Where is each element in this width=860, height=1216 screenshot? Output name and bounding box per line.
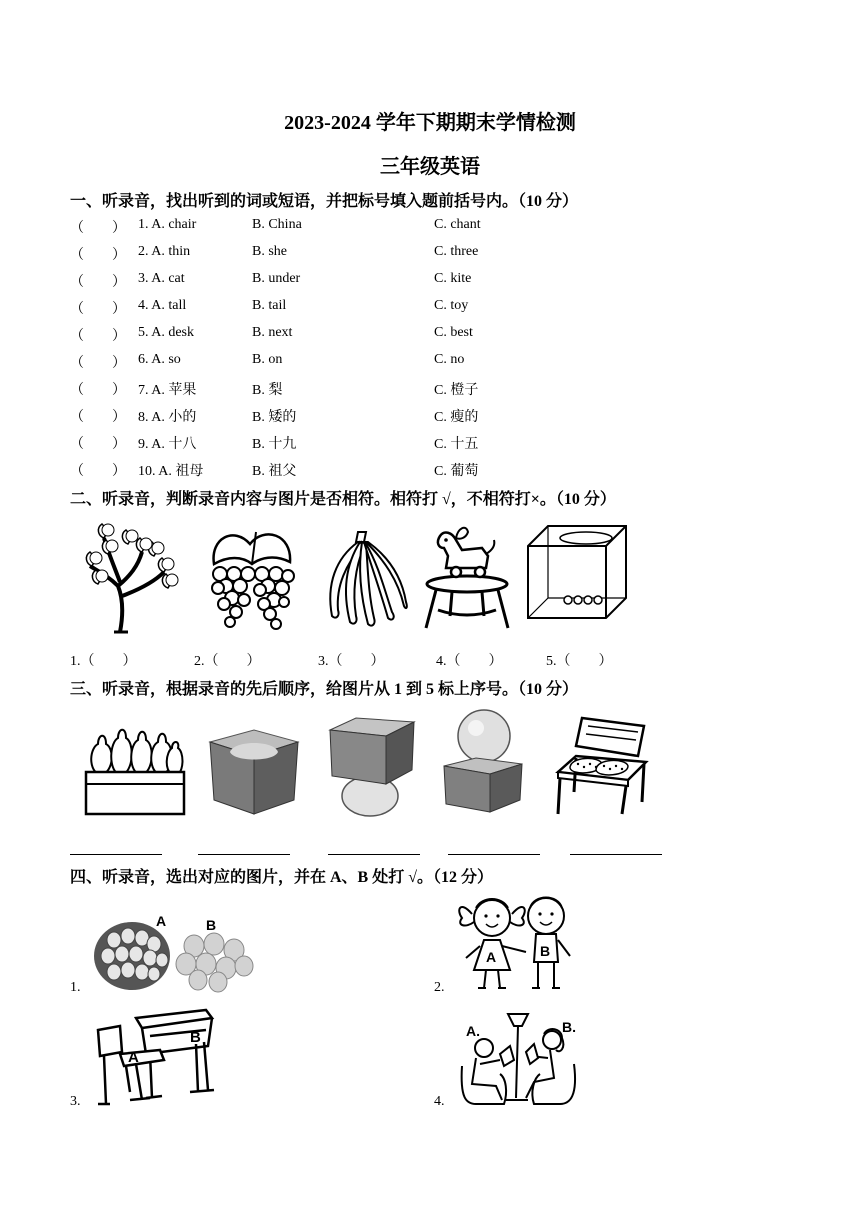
- order-blank-3[interactable]: [328, 853, 420, 855]
- question-3-option-b: B. under: [252, 271, 301, 286]
- question-5-option-b: B. next: [252, 325, 293, 340]
- question-3-option-c: C. kite: [434, 271, 472, 286]
- question-1-option-b: B. China: [252, 217, 302, 232]
- people-reading-icon: [456, 1008, 582, 1108]
- question-10-option-a: 10. A. 祖母: [138, 464, 204, 479]
- boy-label-b: B: [540, 943, 551, 959]
- question-5-option-a: 5. A. desk: [138, 325, 194, 340]
- bread-on-chair-icon: [552, 712, 648, 816]
- question-2-option-b: B. she: [252, 244, 287, 259]
- page-title: 2023-2024 学年下期期末学情检测: [284, 112, 576, 134]
- section4-item-2-number: 2.: [434, 980, 445, 995]
- eggs-label-b: B: [206, 917, 217, 933]
- answer-paren-6[interactable]: （ ）: [70, 356, 126, 371]
- question-2-option-c: C. three: [434, 244, 479, 259]
- question-9-option-b: B. 十九: [252, 437, 297, 452]
- section4-item-4-number: 4.: [434, 1094, 445, 1109]
- question-6-option-b: B. on: [252, 352, 283, 367]
- question-10-option-c: C. 葡萄: [434, 464, 479, 479]
- question-4-option-c: C. toy: [434, 298, 469, 313]
- question-4-option-b: B. tail: [252, 298, 287, 313]
- section1-heading: 一、听录音，找出听到的词或短语，并把标号填入题前括号内。（10 分）: [70, 193, 579, 210]
- eggs-icon: [94, 912, 254, 994]
- question-4-option-a: 4. A. tall: [138, 298, 187, 313]
- question-10-option-b: B. 祖父: [252, 464, 297, 479]
- question-6-option-a: 6. A. so: [138, 352, 181, 367]
- chair-and-desk-icon: [90, 1004, 220, 1108]
- question-8-option-a: 8. A. 小的: [138, 410, 197, 425]
- section2-answer-4[interactable]: 4.（ ）: [436, 654, 503, 669]
- page-subtitle: 三年级英语: [380, 156, 480, 178]
- section2-heading: 二、听录音，判断录音内容与图片是否相符。相符打 √，不相符打×。（10 分）: [70, 491, 616, 508]
- peach-tree-icon: [78, 516, 178, 634]
- section4-item-3-number: 3.: [70, 1094, 81, 1109]
- section3-heading: 三、听录音，根据录音的先后顺序，给图片从 1 到 5 标上序号。（10 分）: [70, 681, 579, 698]
- order-blank-4[interactable]: [448, 853, 540, 855]
- box-on-ball-icon: [326, 714, 416, 818]
- answer-paren-8[interactable]: （ ）: [70, 410, 126, 425]
- order-blank-5[interactable]: [570, 853, 662, 855]
- person-label-a: A.: [466, 1023, 480, 1039]
- answer-paren-10[interactable]: （ ）: [70, 464, 126, 479]
- question-2-option-a: 2. A. thin: [138, 244, 191, 259]
- section2-answer-3[interactable]: 3.（ ）: [318, 654, 385, 669]
- question-9-option-a: 9. A. 十八: [138, 437, 197, 452]
- question-7-option-a: 7. A. 苹果: [138, 383, 197, 398]
- girl-label-a: A: [486, 949, 497, 965]
- question-7-option-c: C. 橙子: [434, 383, 479, 398]
- answer-paren-7[interactable]: （ ）: [70, 383, 126, 398]
- eggs-label-a: A: [156, 913, 167, 929]
- order-blank-1[interactable]: [70, 853, 162, 855]
- pears-in-box-icon: [84, 718, 186, 816]
- chair-label-a: A: [128, 1049, 139, 1066]
- girl-and-boy-icon: [450, 890, 584, 994]
- answer-paren-1[interactable]: （ ）: [70, 221, 126, 236]
- section4-item-1-number: 1.: [70, 980, 81, 995]
- question-9-option-c: C. 十五: [434, 437, 479, 452]
- bananas-icon: [322, 528, 408, 628]
- question-7-option-b: B. 梨: [252, 383, 283, 398]
- ball-on-box-icon: [442, 708, 524, 814]
- section2-answer-2[interactable]: 2.（ ）: [194, 654, 261, 669]
- question-8-option-c: C. 瘦的: [434, 410, 479, 425]
- section4-heading: 四、听录音，选出对应的图片，并在 A、B 处打 √。（12 分）: [70, 869, 494, 886]
- answer-paren-3[interactable]: （ ）: [70, 275, 126, 290]
- question-1-option-a: 1. A. chair: [138, 217, 197, 232]
- ball-in-box-icon: [208, 726, 300, 816]
- question-8-option-b: B. 矮的: [252, 410, 297, 425]
- answer-paren-4[interactable]: （ ）: [70, 302, 126, 317]
- section2-answer-1[interactable]: 1.（ ）: [70, 654, 137, 669]
- order-blank-2[interactable]: [198, 853, 290, 855]
- desk-label-b: B: [190, 1029, 201, 1046]
- box-with-balls-icon: [526, 524, 628, 620]
- question-5-option-c: C. best: [434, 325, 473, 340]
- toy-dog-on-table-icon: [422, 518, 512, 630]
- answer-paren-2[interactable]: （ ）: [70, 248, 126, 263]
- person-label-b: B.: [562, 1019, 576, 1035]
- question-1-option-c: C. chant: [434, 217, 481, 232]
- section2-answer-5[interactable]: 5.（ ）: [546, 654, 613, 669]
- question-6-option-c: C. no: [434, 352, 465, 367]
- answer-paren-9[interactable]: （ ）: [70, 437, 126, 452]
- question-3-option-a: 3. A. cat: [138, 271, 185, 286]
- answer-paren-5[interactable]: （ ）: [70, 329, 126, 344]
- grapes-icon: [204, 524, 300, 632]
